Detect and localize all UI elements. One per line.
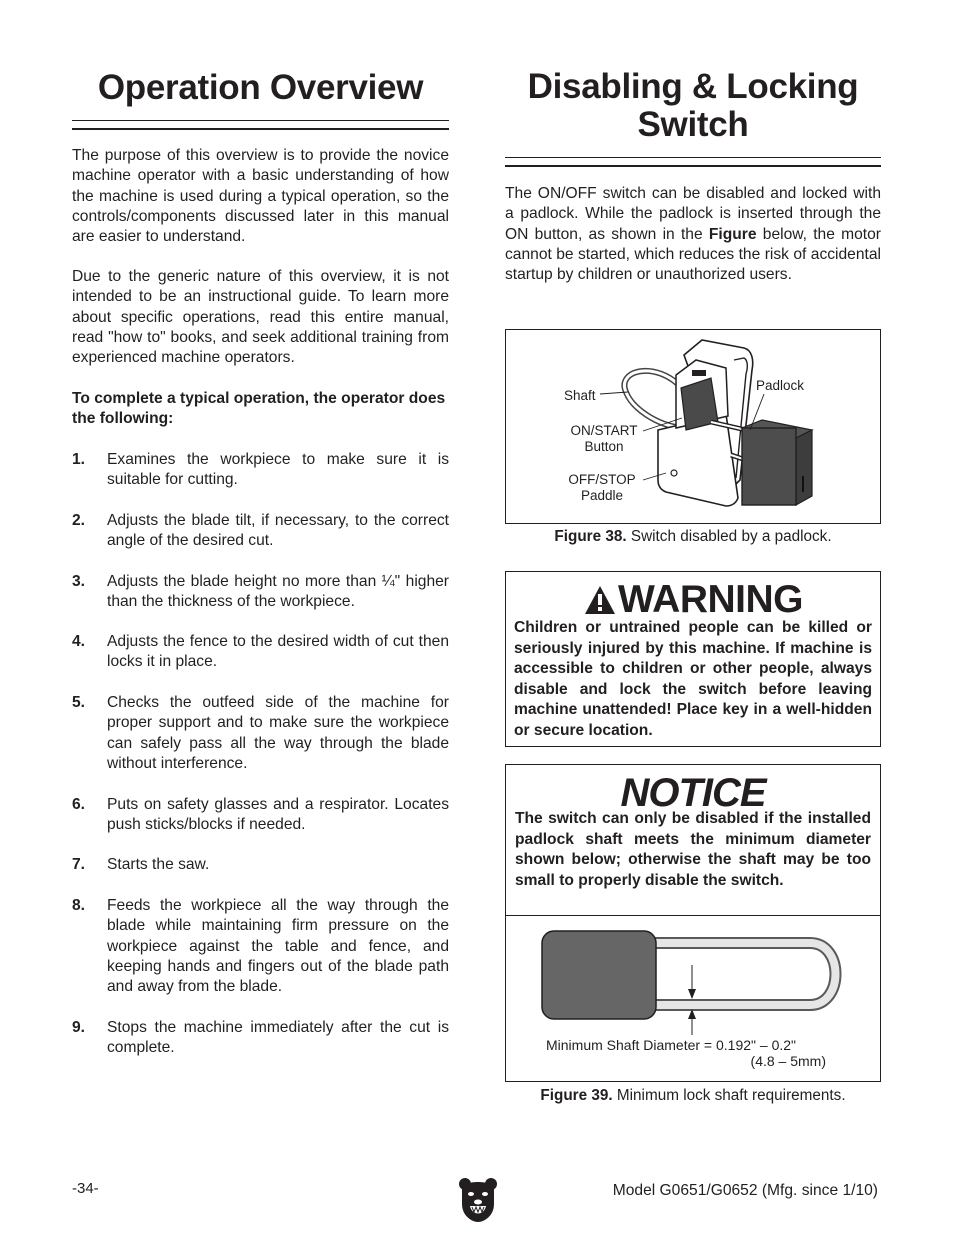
step-text: Adjusts the blade height no more than ¼" higher than the thickness of the workpiece. [107, 573, 449, 611]
label-padlock: Padlock [756, 378, 805, 393]
shaft-diameter-line-1: Minimum Shaft Diameter = 0.192" – 0.2" [546, 1037, 796, 1053]
paragraph-text-b: below, the motor cannot be started, which reduces the risk of accidental startup by children or unauthorized users. [505, 225, 881, 284]
shaft-diameter-label [546, 1037, 846, 1069]
overview-paragraph-2: Due to the generic nature of this overview, it is not intended to be an instructional guide. To learn more about specific operations, read this entire manual, read "how to" books, and seek additional training from experienced machine operators. [72, 268, 449, 367]
step-item [72, 572, 449, 613]
step-item [72, 693, 449, 774]
page-title-operation-overview: Operation Overview [97, 68, 424, 107]
label-off-line-1: OFF/STOP [568, 472, 636, 487]
step-number: 2. [72, 512, 86, 529]
step-item [72, 855, 449, 875]
step-number: 3. [72, 573, 86, 590]
step-number: 7. [72, 856, 86, 873]
warning-word: WARNING [618, 578, 803, 621]
step-item [72, 1018, 449, 1059]
label-off-stop-paddle [560, 472, 644, 504]
warning-text: Children or untrained people can be killed or seriously injured by this machine. If machine is accessible to children or other people, always disable and lock the switch before leaving machine unattended! Place key in a well-hidden or secure location. [514, 619, 872, 739]
warning-heading [506, 578, 880, 622]
step-text: Examines the workpiece to make sure it is suitable for cutting. [107, 451, 449, 489]
step-number: 9. [72, 1019, 86, 1036]
step-number: 4. [72, 633, 86, 650]
notice-text: The switch can only be disabled if the installed padlock shaft meets the minimum diameter shown below; otherwise the shaft may be too small to properly disable the switch. [515, 810, 871, 889]
step-item [72, 450, 449, 491]
shaft-diameter-line-2: (4.8 – 5mm) [750, 1053, 826, 1069]
step-number: 8. [72, 897, 86, 914]
figure-reference: Figure [708, 225, 757, 243]
step-text: Checks the outfeed side of the machine for proper support and to make sure the workpiece can safely pass all the way through the blade without interference. [107, 694, 449, 772]
step-number: 5. [72, 694, 86, 711]
bear-head-logo-icon [458, 1176, 498, 1224]
title-rule-top [72, 120, 449, 121]
label-shaft: Shaft [564, 388, 596, 403]
step-text: Puts on safety glasses and a respirator. Locates push sticks/blocks if needed. [107, 796, 449, 834]
figure-38-caption [505, 528, 881, 546]
step-number: 6. [72, 796, 86, 813]
page-title-disabling-locking-switch [505, 68, 881, 144]
step-number: 1. [72, 451, 86, 468]
title-line-2: Switch [637, 105, 749, 144]
figure-39-caption [505, 1087, 881, 1105]
step-text: Starts the saw. [107, 856, 210, 873]
notice-heading: NOTICE [620, 771, 766, 815]
caption-text: Switch disabled by a padlock. [626, 528, 832, 545]
title-line-1: Disabling & Locking [527, 67, 859, 106]
model-footer: Model G0651/G0652 (Mfg. since 1/10) [612, 1182, 878, 1199]
page-number: -34- [72, 1180, 99, 1197]
step-item [72, 795, 449, 836]
label-on-start-button [562, 423, 646, 455]
step-item [72, 632, 449, 673]
caption-number: Figure 39. [540, 1087, 613, 1104]
notice-box [505, 764, 881, 1082]
caption-text: Minimum lock shaft requirements. [612, 1087, 846, 1104]
title-rule-bottom [505, 165, 881, 167]
warning-box [505, 571, 881, 747]
paragraph-text-a: The ON/OFF switch can be disabled and locked with a padlock. While the padlock is inserted through the ON button, as shown in the [505, 185, 881, 243]
label-off-line-2: Paddle [580, 488, 624, 503]
label-on-line-1: ON/START [570, 423, 638, 438]
step-item [72, 896, 449, 997]
warning-triangle-icon [583, 584, 617, 616]
step-text: Adjusts the blade tilt, if necessary, to the correct angle of the desired cut. [107, 512, 449, 550]
operation-steps-lead: To complete a typical operation, the operator does the following: [72, 390, 446, 428]
overview-paragraph-1: The purpose of this overview is to provide the novice machine operator with a basic understanding of how the machine is used during a typical operation, so the controls/components discussed later in this manual are easier to understand. [72, 147, 449, 246]
label-on-line-2: Button [584, 439, 624, 454]
step-item [72, 511, 449, 552]
title-rule-top [505, 157, 881, 158]
figure-38-frame [505, 329, 881, 524]
notice-divider [506, 915, 880, 916]
step-text: Feeds the workpiece all the way through the blade while maintaining firm pressure on the workpiece against the table and fence, and keeping hands and fingers out of the blade path and away from the blade. [107, 897, 449, 996]
disabling-paragraph [505, 184, 881, 285]
title-rule-bottom [72, 128, 449, 130]
step-text: Adjusts the fence to the desired width of cut then locks it in place. [107, 633, 449, 671]
caption-number: Figure 38. [554, 528, 627, 545]
step-text: Stops the machine immediately after the cut is complete. [107, 1019, 449, 1057]
